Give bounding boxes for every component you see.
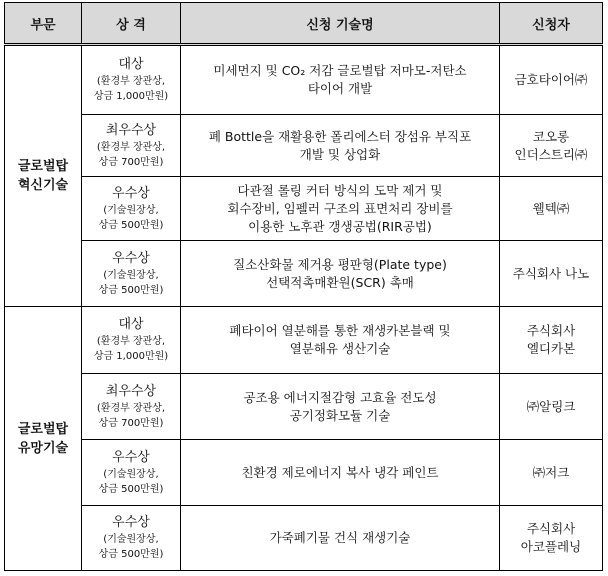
award-cell bbox=[82, 177, 181, 241]
award-name: 최우수상 bbox=[105, 122, 157, 138]
applicant: ㈜저크 bbox=[500, 440, 603, 506]
award-cell bbox=[82, 241, 181, 307]
table-row bbox=[5, 241, 603, 307]
table-row bbox=[5, 307, 603, 374]
table-row bbox=[5, 506, 603, 571]
applicant: 주식회사 엘디카본 bbox=[500, 307, 603, 374]
header-tech-name: 신청 기술명 bbox=[181, 3, 500, 45]
award-detail: (환경부 장관상, 상금 700만원) bbox=[96, 141, 166, 168]
award-table-container bbox=[4, 2, 603, 571]
award-cell bbox=[82, 506, 181, 571]
table-row bbox=[5, 45, 603, 115]
applicant: ㈜알링크 bbox=[500, 374, 603, 440]
award-cell bbox=[82, 307, 181, 374]
table-row bbox=[5, 374, 603, 440]
award-detail: (환경부 장관상, 상금 1,000만원) bbox=[93, 336, 169, 362]
award-name: 우수상 bbox=[112, 250, 150, 266]
tech-name: 질소산화물 제거용 평판형(Plate type) 선택적촉매환원(SCR) 촉매 bbox=[181, 241, 500, 307]
award-cell bbox=[82, 440, 181, 506]
table-header-row bbox=[5, 3, 603, 45]
applicant: 주식회사 아코플레닝 bbox=[500, 506, 603, 571]
header-award: 상 격 bbox=[82, 3, 181, 45]
award-name: 우수상 bbox=[112, 185, 150, 201]
award-detail: (기술원장상, 상금 500만원) bbox=[98, 204, 164, 231]
header-applicant: 신청자 bbox=[500, 3, 603, 45]
table-row bbox=[5, 177, 603, 241]
award-table bbox=[4, 2, 603, 571]
tech-name: 다관절 롤링 커터 방식의 도막 제거 및 회수장비, 임펠러 구조의 표면처리 장비를 이용한 노후관 갱생공법(RIR공법) bbox=[181, 177, 500, 241]
tech-name: 공조용 에너지절감형 고효율 전도성 공기정화모듈 기술 bbox=[181, 374, 500, 440]
tech-name: 미세먼지 및 CO₂ 저감 글로벌탑 저마모-저탄소 타이어 개발 bbox=[181, 45, 500, 115]
table-row bbox=[5, 440, 603, 506]
applicant: 금호타이어㈜ bbox=[500, 45, 603, 115]
header-category: 부문 bbox=[5, 3, 82, 45]
award-detail: (기술원장상, 상금 500만원) bbox=[98, 269, 164, 296]
tech-name: 폐타이어 열분해를 통한 재생카본블랙 및 열분해유 생산기술 bbox=[181, 307, 500, 374]
award-name: 대상 bbox=[118, 317, 144, 332]
tech-name: 가죽폐기물 건식 재생기술 bbox=[181, 506, 500, 571]
award-name: 우수상 bbox=[112, 449, 150, 465]
award-name: 최우수상 bbox=[105, 383, 157, 399]
award-cell bbox=[82, 374, 181, 440]
award-cell bbox=[82, 45, 181, 115]
applicant: 웰텍㈜ bbox=[500, 177, 603, 241]
applicant: 주식회사 나노 bbox=[500, 241, 603, 307]
award-name: 우수상 bbox=[112, 515, 150, 530]
tech-name: 폐 Bottle을 재활용한 폴리에스터 장섬유 부직포 개발 및 상업화 bbox=[181, 115, 500, 177]
category-promising: 글로벌탑 유망기술 bbox=[5, 307, 82, 571]
applicant: 코오롱 인더스트리㈜ bbox=[500, 115, 603, 177]
award-detail: (환경부 장관상, 상금 1,000만원) bbox=[93, 76, 169, 102]
award-detail: (기술원장상, 상금 500만원) bbox=[98, 534, 164, 560]
award-name: 대상 bbox=[118, 57, 144, 72]
award-detail: (환경부 장관상, 상금 700만원) bbox=[96, 402, 166, 429]
category-innovation: 글로벌탑 혁신기술 bbox=[5, 45, 82, 307]
tech-name: 친환경 제로에너지 복사 냉각 페인트 bbox=[181, 440, 500, 506]
table-row bbox=[5, 115, 603, 177]
award-cell bbox=[82, 115, 181, 177]
award-detail: (기술원장상, 상금 500만원) bbox=[98, 468, 164, 495]
